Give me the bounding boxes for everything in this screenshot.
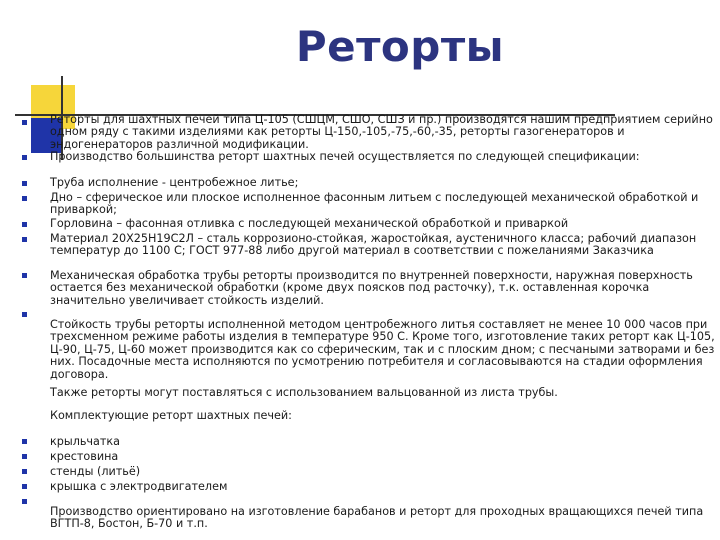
list-item-pipe: Труба исполнение - центробежное литье;	[50, 176, 299, 189]
bullet-marker	[22, 155, 27, 160]
list-item-cross: крестовина	[50, 450, 119, 463]
paragraph-rolled-pipe: Также реторты могут поставляться с использованием вальцованной из листа трубы.	[50, 386, 558, 399]
paragraph-production: Производство ориентировано на изготовление барабанов и реторт для проходных вращающихся печей типа ВГТП-8, Бостон, Б-70 и т.п.	[50, 505, 704, 531]
page-title: Реторты	[295, 22, 505, 71]
list-item-stands: стенды (литьё)	[50, 465, 141, 478]
bullet-marker	[22, 499, 27, 504]
bullet-marker	[22, 181, 27, 186]
bullet-marker	[22, 312, 27, 317]
bullet-marker	[22, 454, 27, 459]
list-item-neck: Горловина – фасонная отливка с последующей механической обработкой и приваркой	[50, 217, 569, 230]
paragraph-spec-intro: Производство большинства реторт шахтных печей осуществляется по следующей спецификации:	[50, 150, 640, 163]
list-item-impeller: крыльчатка	[50, 435, 121, 448]
list-item-bottom: Дно – сферическое или плоское исполненное фасонным литьем с последующей механической обработкой и приваркой;	[50, 191, 699, 217]
paragraph-intro: Реторты для шахтных печей типа Ц-105 (СШЦМ, СШО, СШЗ и пр.) производятся нашим предприятием серийно одном ряду с такими изделиями как реторты Ц-150,-105,-75,-60,-35, реторты газогенераторов и эндогенераторов различной модификации.	[50, 113, 713, 151]
bullet-marker	[22, 237, 27, 242]
bullet-marker	[22, 469, 27, 474]
bullet-marker	[22, 273, 27, 278]
list-item-machining: Механическая обработка трубы реторты производится по внутренней поверхности, наружная поверхность остается без механической обработки (кроме двух поясков под расточку), т.к. оставленная корочка значительно увеличивает стойкость изделий.	[50, 269, 693, 307]
bullet-marker	[22, 439, 27, 444]
paragraph-durability: Стойкость трубы реторты исполненной методом центробежного литья составляет не менее 10 000 часов при трехсменном режиме работы изделия в температуре 950 С. Кроме того, изготовление таких реторт как Ц-105, Ц-90, Ц-75, Ц-60 может производится как со сферическим, так и с плоским дном; с песчаными затворами и без них. Посадочные места исполняются по усмотрению потребителя и согласовываются на стадии оформления договора.	[50, 318, 715, 381]
list-item-material: Материал 20Х25Н19С2Л – сталь коррозионо-стойкая, жаростойкая, аустеничного класса; рабочий диапазон температур до 1100 С; ГОСТ 977-88 либо другой материал в соответствии с пожеланиями Заказчика	[50, 232, 697, 258]
list-item-lid: крышка с электродвигателем	[50, 480, 228, 493]
bullet-marker	[22, 222, 27, 227]
bullet-marker	[22, 120, 27, 125]
bullet-marker	[22, 196, 27, 201]
bullet-marker	[22, 484, 27, 489]
paragraph-components-heading: Комплектующие реторт шахтных печей:	[50, 409, 292, 422]
